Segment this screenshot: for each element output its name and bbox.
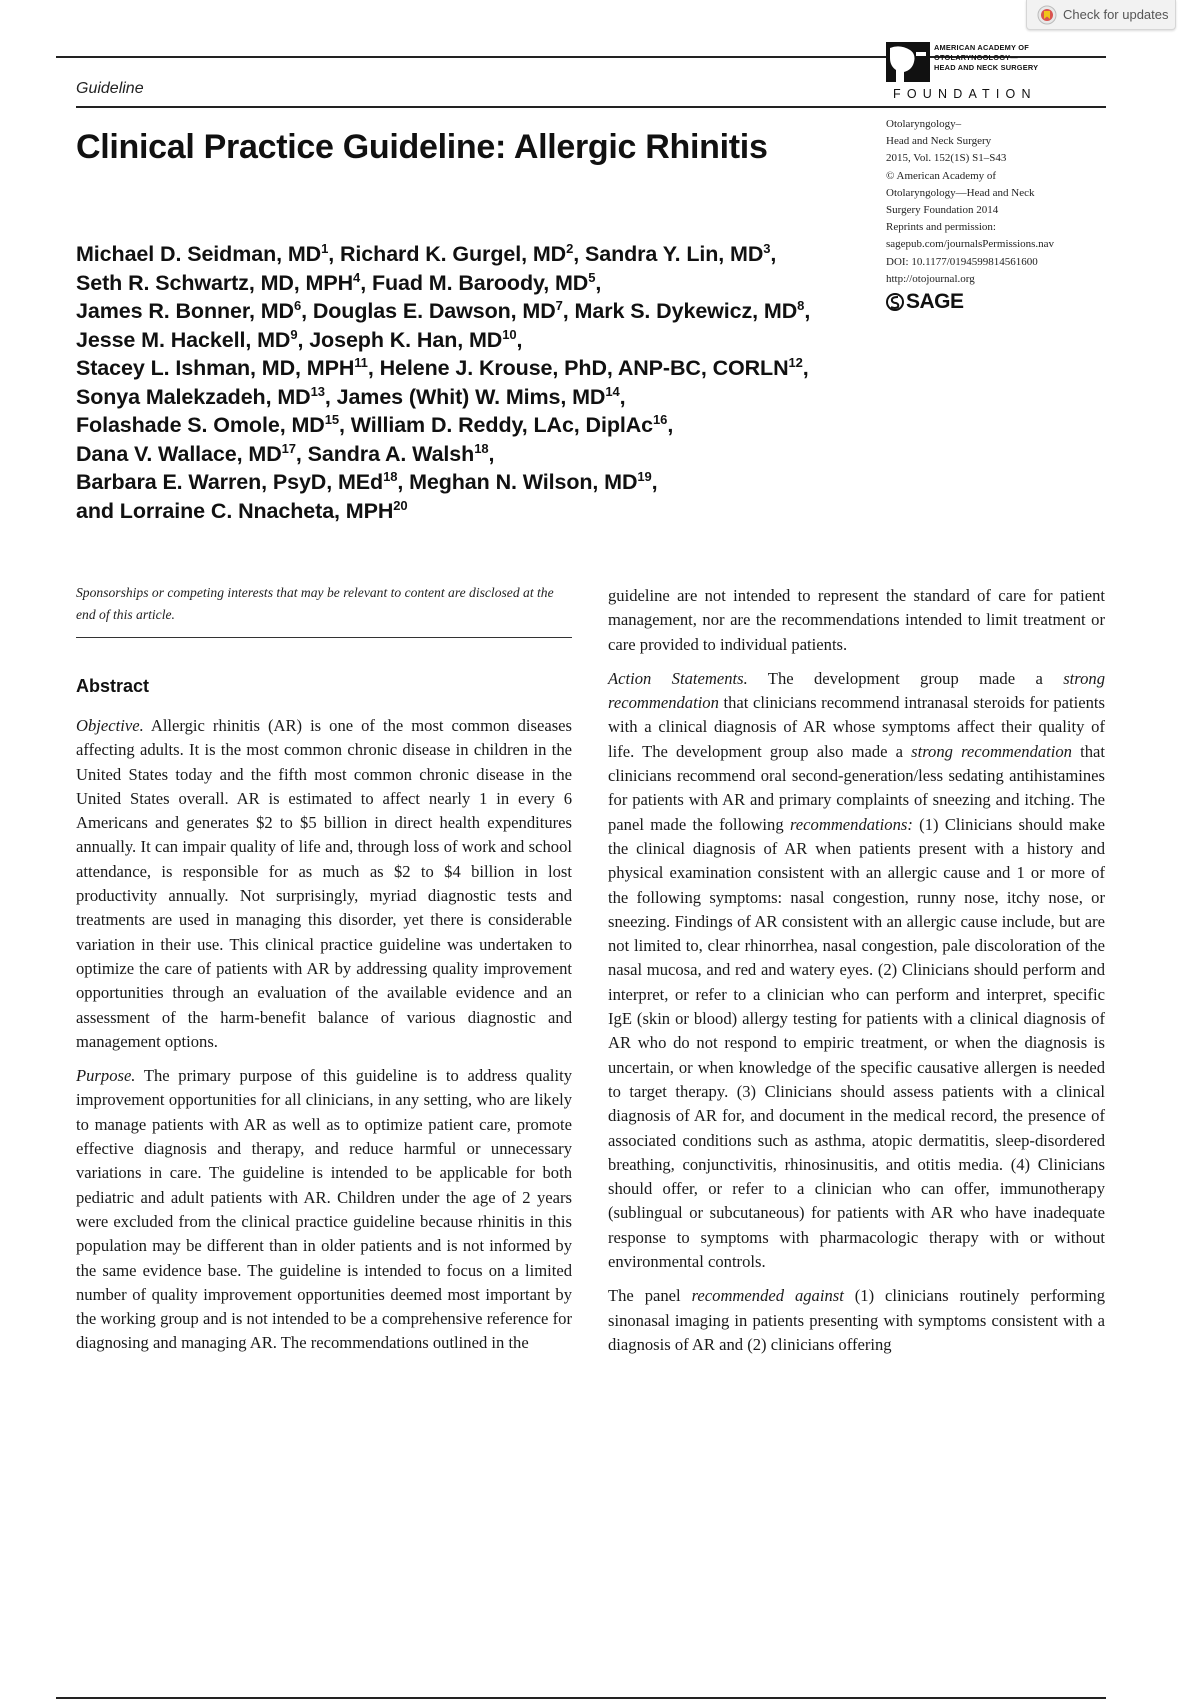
foundation-emblem-icon [886, 42, 930, 90]
affiliation-superscript: 14 [605, 383, 620, 399]
affiliation-superscript: 20 [393, 497, 408, 513]
author-separator: , [595, 270, 602, 295]
author-separator: , [397, 470, 410, 494]
sponsorship-note: Sponsorships or competing interests that may be relevant to content are disclosed at the end of this article. [76, 585, 554, 622]
emphasis-text: Action Statements. [608, 668, 748, 688]
affiliation-superscript: 6 [293, 298, 302, 313]
affiliation-superscript: 19 [637, 469, 652, 484]
logo-text [934, 43, 1038, 73]
author-separator: , [562, 299, 575, 323]
author-line [76, 497, 896, 526]
author-line [76, 411, 896, 440]
sage-wordmark: SAGE [906, 290, 964, 313]
author-name: Helene J. Krouse, PhD, ANP-BC, CORLN [379, 356, 789, 380]
author-line [76, 326, 896, 355]
author-name: Richard K. Gurgel, MD [340, 242, 567, 266]
affiliation-superscript: 16 [653, 412, 668, 427]
affiliation-superscript: 7 [555, 298, 563, 313]
author-name: Meghan N. Wilson, MD [409, 470, 638, 494]
emphasis-text: recommendations: [789, 814, 913, 834]
check-for-updates-button[interactable] [1026, 0, 1176, 30]
author-name: Michael D. Seidman, MD [76, 242, 322, 266]
author-separator: , [667, 413, 674, 437]
affiliation-superscript: 15 [324, 412, 339, 427]
meta-line: 2015, Vol. 152(1S) S1–S43 [886, 152, 1007, 165]
author-name: Barbara E. Warren, PsyD, MEd [76, 470, 384, 494]
abstract-paragraph [608, 584, 1105, 657]
author-separator: , [573, 242, 585, 266]
article-title: Clinical Practice Guideline: Allergic Rhinitis [76, 128, 768, 166]
author-name: Seth R. Schwartz, MD, MPH [76, 270, 354, 295]
author-name: Dana V. Wallace, MD [76, 441, 282, 466]
author-separator: , [324, 384, 337, 409]
author-name: Douglas E. Dawson, MD [312, 299, 556, 323]
paragraph-text: (1) clinicians routinely performing sinonasal imaging in patients presenting with symptoms consistent with a diagnosis of AR and (2) clinicians offering [608, 1286, 1105, 1354]
meta-line: Head and Neck Surgery [886, 135, 992, 148]
author-line [76, 383, 896, 412]
updates-badge-icon [1037, 5, 1057, 25]
author-separator: , [338, 413, 351, 437]
abstract-paragraph [608, 1284, 1105, 1357]
affiliation-superscript: 4 [353, 269, 361, 285]
sage-publisher-logo [886, 290, 964, 314]
emphasis-text: recommended against [691, 1286, 844, 1306]
page-bottom-rule [56, 1697, 1106, 1699]
affiliation-superscript: 9 [290, 326, 298, 342]
aao-hns-foundation-logo [886, 42, 930, 90]
logo-foundation-text: FOUNDATION [893, 87, 1037, 101]
abstract-paragraph [76, 1064, 572, 1356]
author-name: Fuad M. Baroody, MD [371, 270, 589, 295]
abstract-heading: Abstract [76, 676, 150, 696]
author-line [76, 354, 896, 383]
author-line [76, 468, 896, 497]
affiliation-superscript: 17 [281, 440, 296, 456]
author-separator: , [802, 356, 809, 380]
affiliation-superscript: 13 [310, 383, 325, 399]
meta-line: Otolaryngology– [886, 118, 962, 130]
author-name: Sandra A. Walsh [307, 441, 475, 466]
author-separator: , [619, 384, 626, 409]
check-for-updates-label: Check for updates [1063, 7, 1169, 22]
author-name: James R. Bonner, MD [76, 299, 294, 323]
paragraph-text: guideline are not intended to represent the standard of care for patient management, nor are the recommendations intended to limit treatment or care provided to individual patients. [608, 586, 1105, 654]
meta-line: © American Academy of [886, 169, 997, 182]
logo-line: OTOLARYNGOLOGY— [934, 53, 1018, 62]
author-line [76, 240, 896, 269]
journal-url-link[interactable]: http://otojournal.org [886, 272, 975, 285]
paragraph-text: The panel [608, 1286, 692, 1306]
author-separator: , [295, 441, 308, 466]
paragraph-text: (1) Clinicians should make the clinical diagnosis of AR when patients present with a history and physical examination consistent with an allergic cause and 1 or more of the following symptoms: nasal congestion, runny nose, itchy nose, or sneezing. Findings of AR consistent with an allergic cause include, but are not limited to, clear rhinorrhea, nasal congestion, pale discoloration of the nasal mucosa, and red and watery eyes. (2) Clinicians should perform and interpret, or refer to a clinician who can perform and interpret, specific IgE (skin or blood) allergy testing for patients with a clinical diagnosis of AR who do not respond to empiric treatment, or when the diagnosis is uncertain, or when knowledge of the specific causative allergen is needed to target therapy. (3) Clinicians should assess patients with a clinical diagnosis of AR for, and document in the medical record, the presence of associated conditions such as asthma, atopic dermatitis, sleep-disordered breathing, conjunctivitis, rhinosinusitis, and otitis media. (4) Clinicians should offer, or refer to a clinician who can offer, immunotherapy (sublingual or subcutaneous) for patients with AR who have inadequate response to symptoms with pharmacologic therapy with or without environmental controls. [608, 814, 1105, 1272]
affiliation-superscript: 18 [474, 440, 489, 456]
author-name: Mark S. Dykewicz, MD [574, 299, 798, 323]
affiliation-superscript: 12 [788, 355, 803, 370]
author-name: Folashade S. Omole, MD [76, 413, 325, 437]
author-separator: , [651, 470, 658, 494]
author-separator: , [360, 270, 372, 295]
affiliation-superscript: 11 [354, 355, 368, 370]
meta-line: Otolaryngology—Head and Neck [886, 186, 1035, 199]
affiliation-superscript: 10 [502, 326, 517, 342]
affiliation-superscript: 8 [797, 298, 805, 313]
author-separator: , [328, 242, 340, 266]
paragraph-label: Purpose. [76, 1066, 136, 1086]
meta-line-link[interactable]: sagepub.com/journalsPermissions.nav [886, 238, 1055, 251]
abstract-left-column [76, 714, 572, 1366]
section-label: Guideline [76, 80, 144, 97]
affiliation-superscript: 18 [383, 469, 398, 484]
abstract-right-column [608, 584, 1105, 1367]
affiliation-superscript: 5 [588, 269, 596, 285]
author-separator: , [488, 441, 495, 466]
paragraph-text: Allergic rhinitis (AR) is one of the most common diseases affecting adults. It is the most common chronic disease in children in the United States today and the fifth most common chronic disease in the United States overall. AR is estimated to affect nearly 1 in every 6 Americans and generates $2 to $5 billion in direct health expenditures annually. It can impair quality of life and, through loss of work and school attendance, is responsible for as much as $2 to $4 billion in lost productivity annually. Not surprisingly, myriad diagnostic tests and treatments are used in managing this disorder, yet there is considerable variation in their use. This clinical practice guideline was undertaken to optimize the care of patients with AR by addressing quality improvement opportunities through an evaluation of the available evidence and an assessment of the harm-benefit balance of various diagnostic and management options. [76, 716, 572, 1051]
logo-line: HEAD AND NECK SURGERY [934, 63, 1039, 72]
meta-line: Reprints and permission: [886, 221, 996, 234]
author-name: and Lorraine C. Nnacheta, MPH [76, 498, 394, 523]
emphasis-text: strong recommendation [608, 668, 1105, 713]
abstract-paragraph [608, 667, 1105, 1274]
author-name: Joseph K. Han, MD [309, 327, 503, 352]
logo-line: AMERICAN ACADEMY OF [934, 43, 1029, 52]
author-line [76, 269, 896, 298]
header-bottom-rule [76, 106, 1106, 108]
paragraph-text: that clinicians recommend oral second-generation/less sedating antihistamines for patients with AR and primary complaints of sneezing and itching. The panel made the following [608, 741, 1105, 834]
author-separator: , [297, 327, 310, 352]
paragraph-label: Objective. [76, 716, 144, 735]
author-name: Sandra Y. Lin, MD [584, 242, 764, 266]
author-list [76, 240, 896, 525]
paragraph-text: The development group made a [747, 668, 1064, 688]
author-name: Sonya Malekzadeh, MD [76, 384, 311, 409]
author-separator: , [804, 299, 811, 323]
author-name: James (Whit) W. Mims, MD [336, 384, 606, 409]
author-name: William D. Reddy, LAc, DiplAc [350, 413, 654, 437]
emphasis-text: strong recommendation [911, 741, 1072, 761]
paragraph-text: The primary purpose of this guideline is to address quality improvement opportunities for all clinicians, in any setting, who are likely to manage patients with AR as well as to optimize patient care, promote effective diagnosis and therapy, and reduce harmful or unnecessary variations in care. The guideline is intended to be applicable for both pediatric and adult patients with AR. Children under the age of 2 years were excluded from the clinical practice guideline because rhinitis in this population may be different than in older patients and is not informed by the same evidence base. The guideline is intended to focus on a limited number of quality improvement opportunities deemed most important by the working group and is not intended to be a comprehensive reference for diagnosing and managing AR. The recommendations outlined in the [76, 1066, 572, 1353]
author-name: Jesse M. Hackell, MD [76, 327, 291, 352]
author-separator: , [516, 327, 523, 352]
affiliation-superscript: 1 [321, 241, 329, 256]
affiliation-superscript: 3 [763, 241, 771, 256]
doi-link[interactable]: DOI: 10.1177/0194599814561600 [886, 255, 1038, 268]
author-separator: , [301, 299, 313, 323]
affiliation-superscript: 2 [566, 241, 574, 256]
author-line [76, 440, 896, 469]
paragraph-text: that clinicians recommend intranasal steroids for patients with a clinical diagnosis of AR whose symptoms affect their quality of life. The development group also made a [608, 693, 1105, 761]
sponsorship-divider [76, 637, 572, 638]
author-separator: , [770, 242, 777, 266]
meta-line: Surgery Foundation 2014 [886, 204, 999, 217]
author-line [76, 297, 896, 326]
author-separator: , [367, 356, 380, 380]
journal-metadata [886, 116, 1106, 288]
author-name: Stacey L. Ishman, MD, MPH [76, 356, 355, 380]
abstract-paragraph [76, 714, 572, 1054]
